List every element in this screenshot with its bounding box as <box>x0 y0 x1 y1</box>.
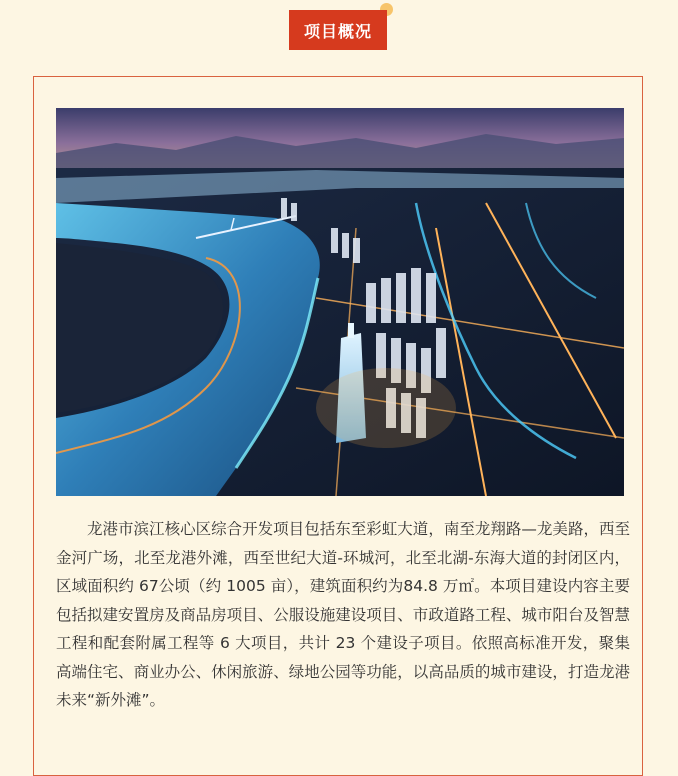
content-card <box>33 76 643 776</box>
section-title: 项目概况 <box>303 21 372 41</box>
city-rendering-image <box>56 108 624 496</box>
project-description: 龙港市滨江核心区综合开发项目包括东至彩虹大道，南至龙翔路—龙美路，西至金河广场，北至龙港外滩，西至世纪大道-环城河，北至北湖-东海大道的封闭区内，区域面积约 67公顷（约 1005 亩），建筑面积约为84.8 万㎡。本项目建设内容主要包括拟建安置房及商品房项目、公服设施建设项目、市政道路工程、城市阳台及智慧工程和配套附属工程等 6 大项目，共计 23 个建设子项目。依照高标准开发，聚集高端住宅、商业办公、休闲旅游、绿地公园等功能，以高品质的城市建设，打造龙港未来“新外滩”。 <box>56 520 630 709</box>
section-title-badge <box>289 10 387 50</box>
